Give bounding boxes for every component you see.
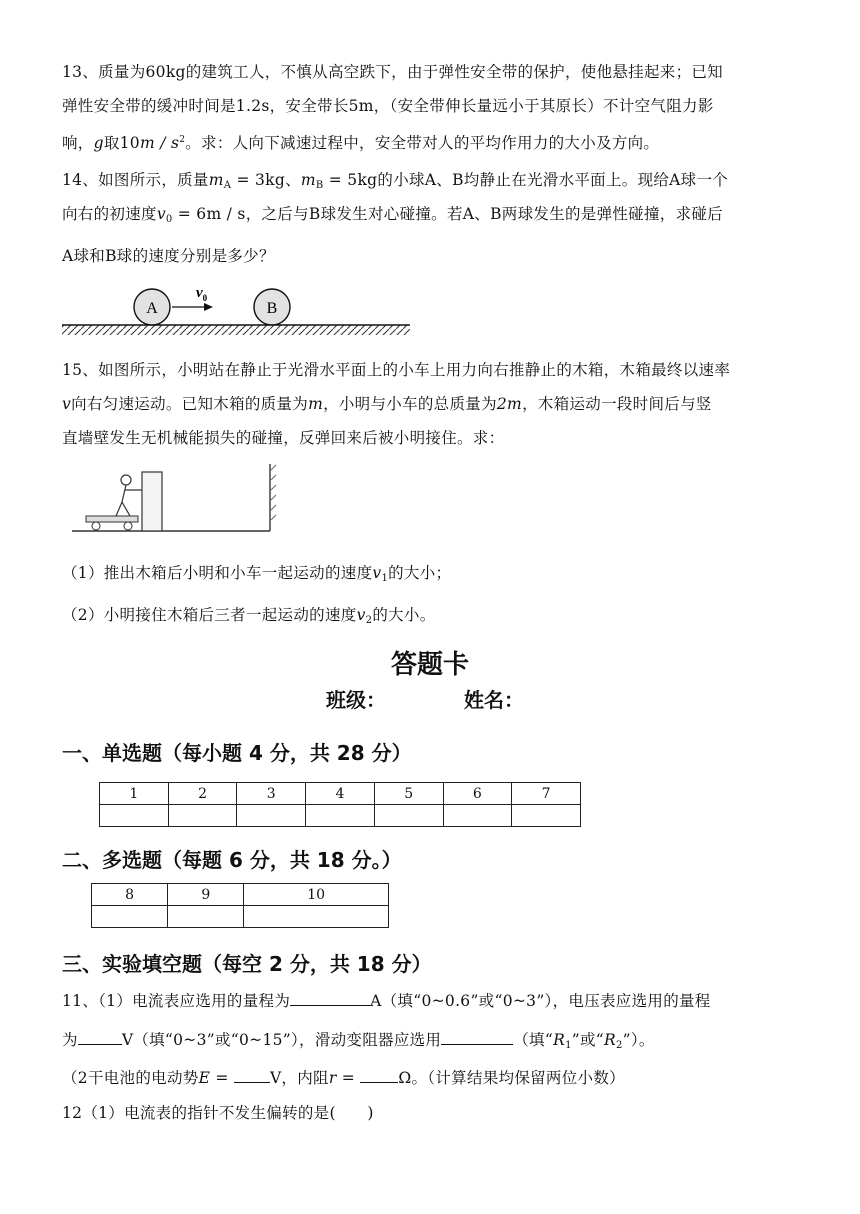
q13-text: 。求：人向下减速过程中，安全带对人的平均作用力的大小及方向。	[185, 134, 660, 153]
q11-text: A（填“0~0.6”或“0~3”），电压表应选用的量程	[370, 992, 711, 1010]
ball-a-label: A	[146, 300, 158, 317]
answer-cell[interactable]	[244, 906, 389, 928]
answer-row	[92, 906, 389, 928]
q14-text: = 5kg	[323, 171, 378, 189]
q14-line-1	[62, 170, 802, 196]
q14-text: 14、如图所示，质量	[62, 171, 209, 189]
answer-cell[interactable]	[168, 805, 237, 827]
answer-cell[interactable]	[306, 805, 375, 827]
section-2-heading: 二、多选题（每题 6 分，共 18 分。）	[62, 848, 402, 872]
answer-cell[interactable]	[374, 805, 443, 827]
ball-b-label: B	[266, 300, 278, 317]
q11-text: （2干电池的电动势	[62, 1069, 199, 1087]
q11-text: V（填“0~3”或“0~15”），滑动变阻器应选用	[121, 1031, 442, 1049]
single-choice-answer-table	[99, 782, 581, 827]
q11-text: 为	[62, 1031, 78, 1049]
fill-blank[interactable]	[290, 991, 370, 1006]
ground-hatching	[62, 325, 410, 335]
q11-text: =	[336, 1069, 361, 1087]
q15-m: m	[308, 395, 324, 413]
table-header-cell: 6	[443, 783, 512, 805]
wooden-box	[142, 472, 162, 531]
q15-text: 的大小。	[372, 606, 436, 624]
q15-line-3: 直墙壁发生无机械能损失的碰撞，反弹回来后被小明接住。求：	[62, 429, 505, 447]
name-label: 姓名：	[464, 688, 524, 712]
answer-cell[interactable]	[92, 906, 168, 928]
section-1-heading: 一、单选题（每小题 4 分，共 28 分）	[62, 741, 412, 765]
q14-sub: 0	[165, 214, 173, 225]
q15-2m: 2m	[496, 395, 523, 413]
q13-g: g	[93, 134, 104, 153]
q11-line-1	[62, 991, 802, 1011]
answer-cell[interactable]	[443, 805, 512, 827]
table-header-cell: 3	[237, 783, 306, 805]
q11-line-3	[62, 1068, 802, 1088]
q14-line-3: A球和B球的速度分别是多少？	[62, 247, 275, 265]
q11-text: ”或“	[571, 1031, 604, 1049]
q15-text: 的大小；	[388, 564, 452, 582]
q14-text: = 6m / s	[172, 205, 246, 223]
q15-line-1: 15、如图所示，小明站在静止于光滑水平面上的小车上用力向右推静止的木箱，木箱最终以速率	[62, 361, 731, 379]
answer-row	[100, 805, 581, 827]
q15-sub-2	[62, 605, 802, 631]
q14-text: ，之后与B球发生对心碰撞。若A、B两球发生的是弹性碰撞，求碰后	[245, 205, 723, 223]
q11-sub: 2	[615, 1040, 623, 1051]
q15-v: v	[62, 395, 72, 413]
q13-line-3	[62, 130, 802, 153]
q15-cart-figure	[68, 460, 278, 540]
q11-r1: R	[553, 1031, 566, 1049]
answer-cell[interactable]	[100, 805, 169, 827]
q15-v1: v	[372, 564, 382, 582]
q15-text: （1）推出木箱后小明和小车一起运动的速度	[62, 564, 373, 582]
table-header-cell: 2	[168, 783, 237, 805]
table-header-row	[92, 884, 389, 906]
q11-text: V，内阻	[269, 1069, 329, 1087]
q11-resistance: r	[328, 1069, 337, 1087]
answer-card-title: 答题卡	[390, 650, 469, 680]
q11-text: Ω。（计算结果均保留两位小数）	[398, 1069, 625, 1087]
q13-text: 响，	[62, 134, 94, 153]
q15-v2: v	[356, 606, 366, 624]
q11-text: （填“	[513, 1031, 554, 1049]
fill-blank[interactable]	[78, 1030, 122, 1045]
q15-sub: 1	[381, 573, 389, 584]
table-header-cell: 9	[168, 884, 244, 906]
q15-text: ，木箱运动一段时间后与竖	[522, 395, 712, 413]
q11-line-2	[62, 1030, 802, 1056]
q14-text: 的小球A、B均静止在光滑水平面上。现给A球一个	[377, 171, 729, 189]
q15-text: 向右匀速运动。已知木箱的质量为	[71, 395, 309, 413]
q12-line-1: 12（1）电流表的指针不发生偏转的是( )	[62, 1104, 374, 1122]
fill-blank[interactable]	[441, 1030, 513, 1045]
answer-cell[interactable]	[168, 906, 244, 928]
multi-choice-answer-table	[91, 883, 389, 928]
q14-text: 、	[285, 171, 301, 189]
q13-line-1: 13、质量为60kg的建筑工人，不慎从高空跌下，由于弹性安全带的保护，使他悬挂起来；已知	[62, 63, 723, 81]
q14-velocity: v	[156, 205, 166, 223]
table-header-row	[100, 783, 581, 805]
q13-sup: 2	[179, 135, 186, 145]
q15-line-2	[62, 394, 802, 414]
section-3-heading: 三、实验填空题（每空 2 分，共 18 分）	[62, 952, 432, 976]
q14-mass-b: m	[300, 171, 316, 189]
table-header-cell: 5	[374, 783, 443, 805]
velocity-label: $v_0$	[196, 285, 208, 303]
table-header-cell: 4	[306, 783, 375, 805]
q15-sub-1	[62, 563, 802, 589]
table-header-cell: 7	[512, 783, 581, 805]
velocity-arrowhead-icon	[204, 303, 213, 311]
q15-text: ，小明与小车的总质量为	[323, 395, 497, 413]
q14-collision-figure	[60, 280, 420, 342]
fill-blank[interactable]	[360, 1068, 398, 1083]
table-header-cell: 10	[244, 884, 389, 906]
q13-text: 取10	[103, 134, 140, 153]
q14-line-2	[62, 204, 802, 230]
q14-text: 向右的初速度	[62, 205, 157, 223]
table-header-cell: 1	[100, 783, 169, 805]
q11-text: 11、（1）电流表应选用的量程为	[62, 992, 291, 1010]
q15-sub: 2	[365, 615, 373, 626]
fill-blank[interactable]	[234, 1068, 270, 1083]
q13-unit: m / s	[139, 134, 180, 153]
class-label: 班级：	[326, 688, 386, 712]
cart-body	[86, 516, 138, 522]
answer-cell[interactable]	[512, 805, 581, 827]
table-header-cell: 8	[92, 884, 168, 906]
q11-text: ”）。	[622, 1031, 655, 1049]
q14-sub: B	[315, 180, 324, 191]
q14-sub: A	[223, 180, 232, 191]
cart-wheel	[124, 522, 132, 530]
cart-wheel	[92, 522, 100, 530]
q11-r2: R	[603, 1031, 616, 1049]
person-icon	[116, 475, 142, 516]
q15-text: （2）小明接住木箱后三者一起运动的速度	[62, 606, 357, 624]
answer-cell[interactable]	[237, 805, 306, 827]
q14-text: = 3kg	[231, 171, 286, 189]
q11-emf: E	[198, 1069, 211, 1087]
q14-mass-a: m	[208, 171, 224, 189]
q11-text: =	[210, 1069, 234, 1087]
q13-line-2: 弹性安全带的缓冲时间是1.2s，安全带长5m，（安全带伸长量远小于其原长）不计空气阻力影	[62, 97, 714, 115]
q11-sub: 1	[565, 1040, 572, 1051]
